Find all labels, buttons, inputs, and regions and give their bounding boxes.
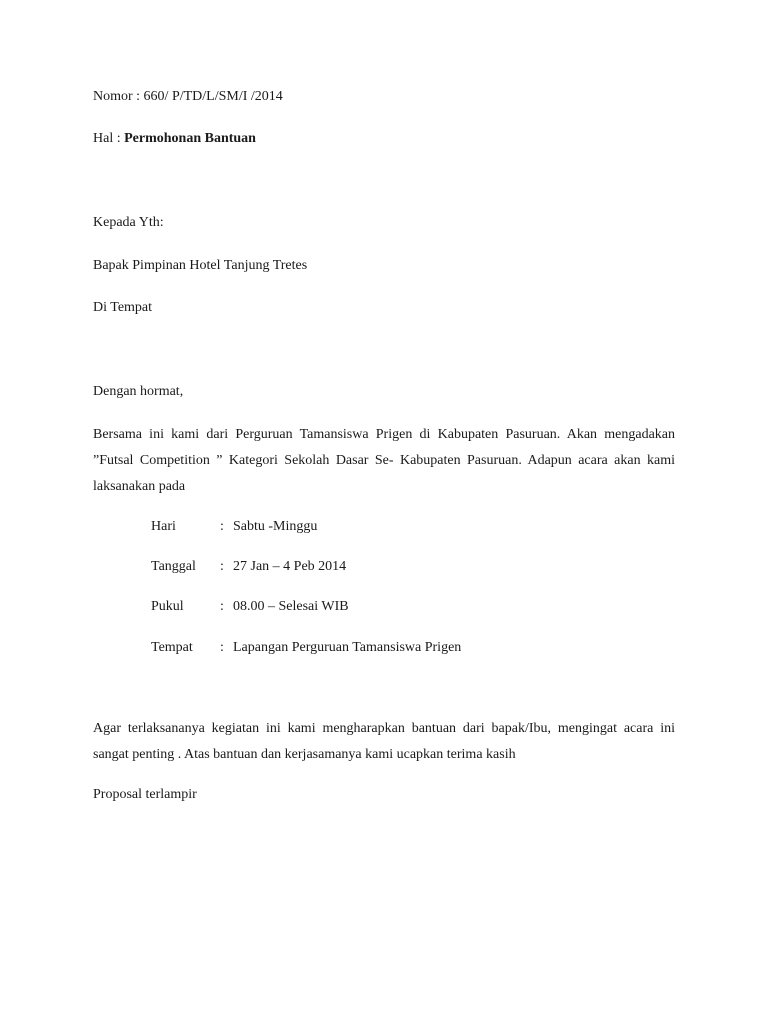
detail-value: Sabtu -Minggu — [233, 519, 318, 534]
attachment-note: Proposal terlampir — [93, 787, 197, 802]
detail-colon: : — [220, 519, 224, 534]
letter-number: Nomor : 660/ P/TD/L/SM/I /2014 — [93, 89, 283, 104]
detail-label: Hari — [151, 519, 176, 534]
recipient-place: Di Tempat — [93, 300, 153, 315]
closing-paragraph: Agar terlaksananya kegiatan ini kami mengharapkan bantuan dari bapak/Ibu, mengingat acara ini sangat penting . Atas bantuan dan kerjasamanya kami ucapkan terima kasih — [93, 721, 675, 762]
detail-colon: : — [220, 599, 224, 614]
detail-value: Lapangan Perguruan Tamansiswa Prigen — [233, 640, 462, 655]
intro-paragraph: Bersama ini kami dari Perguruan Tamansiswa Prigen di Kabupaten Pasuruan. Akan mengadakan ”Futsal Competition ” Kategori Sekolah Dasar Se- Kabupaten Pasuruan. Adapun acara akan kami laksanakan pada — [93, 427, 675, 494]
letter-subject — [93, 130, 256, 148]
recipient-name: Bapak Pimpinan Hotel Tanjung Tretes — [93, 258, 308, 273]
detail-label: Tanggal — [151, 559, 196, 574]
subject-value: Permohonan Bantuan — [124, 131, 256, 146]
detail-label: Tempat — [151, 640, 193, 655]
subject-label: Hal : — [93, 131, 125, 146]
detail-colon: : — [220, 559, 224, 574]
detail-value: 08.00 – Selesai WIB — [233, 599, 349, 614]
detail-label: Pukul — [151, 599, 184, 614]
salutation: Dengan hormat, — [93, 384, 184, 399]
detail-value: 27 Jan – 4 Peb 2014 — [233, 559, 347, 574]
detail-colon: : — [220, 640, 224, 655]
addressee-heading: Kepada Yth: — [93, 215, 164, 230]
